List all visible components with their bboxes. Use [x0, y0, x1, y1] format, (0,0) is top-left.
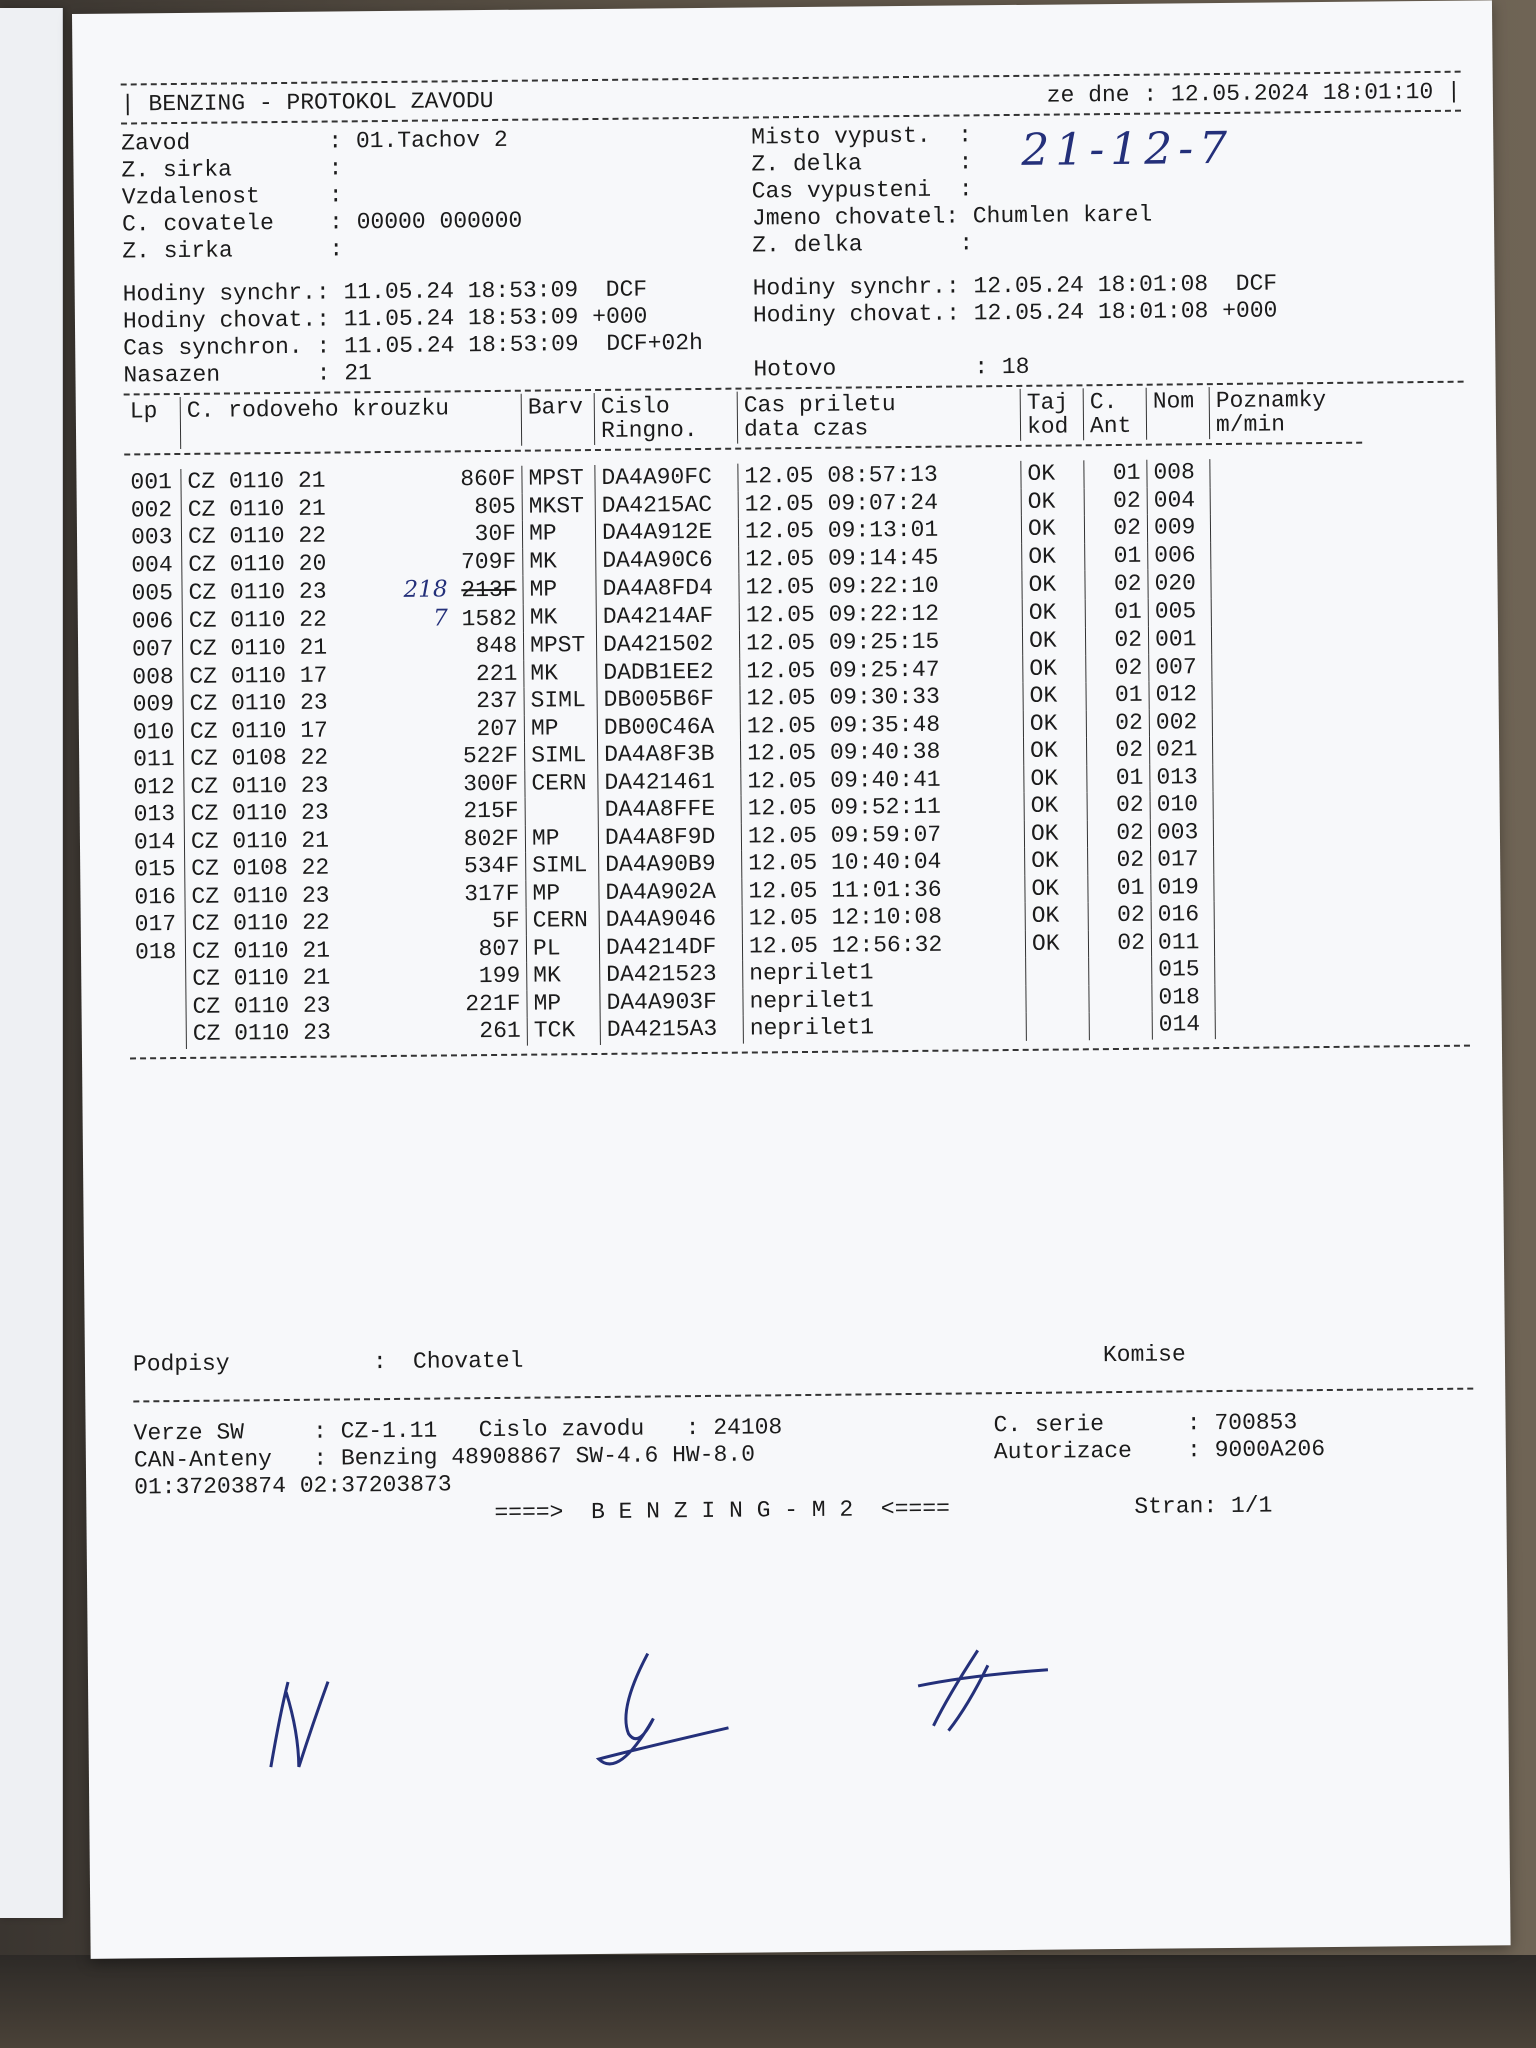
signatures	[72, 0, 1492, 14]
date-block: ze dne : 12.05.2024 18:01:10 |	[1046, 78, 1461, 109]
cell-ring-number: 522F	[462, 742, 519, 770]
left-meta-key: Z. sirka	[122, 236, 330, 265]
col-pozn: Poznamky m/min	[1209, 386, 1362, 439]
cell-arrival: 12.05 10:40:04	[742, 848, 1025, 878]
cell-color: SIML	[524, 687, 597, 715]
cell-color: MP	[524, 714, 597, 742]
cell-antenna: 02	[1085, 627, 1148, 655]
signature-breeder	[258, 1671, 369, 1782]
cell-ring-number: 805	[474, 493, 516, 520]
cell-code	[1026, 957, 1089, 985]
sw-version: Verze SW : CZ-1.11 Cislo zavodu : 24108	[133, 1413, 783, 1446]
cell-code: OK	[1024, 765, 1087, 793]
brand-line: ====> B E N Z I N G - M 2 <====	[494, 1495, 950, 1526]
cell-notes	[1210, 513, 1363, 542]
pen-correction: 218	[403, 576, 448, 603]
clock-sync-block	[123, 269, 1464, 390]
cell-lp: 017	[134, 911, 177, 938]
signature-commission-1	[578, 1647, 769, 1779]
cell-chip: DA4A9046	[599, 906, 742, 935]
cell-nom: 017	[1151, 846, 1214, 874]
cell-lp: 009	[132, 691, 175, 718]
pen-mark: 7	[433, 604, 448, 632]
cell-notes	[1213, 762, 1366, 791]
page-number: Stran: 1/1	[1134, 1492, 1273, 1520]
right-meta-key: Z. delka	[752, 230, 960, 259]
cell-color: MK	[523, 603, 596, 632]
cell-color: MPST	[522, 465, 595, 493]
cell-ring-number: 534F	[463, 852, 520, 880]
cell-lp: 016	[134, 883, 177, 910]
cell-nom: 018	[1152, 984, 1215, 1012]
cell-lp: 012	[133, 773, 175, 800]
cell-arrival: 12.05 09:30:33	[740, 683, 1023, 713]
cell-chip: DA4A8F9D	[598, 823, 741, 852]
cell-color: MP	[526, 879, 599, 907]
right-meta-key: Z. delka	[751, 149, 959, 178]
cell-notes	[1214, 845, 1367, 874]
cell-ring: CZ 0110 22	[181, 522, 367, 551]
right-meta-value: :	[958, 176, 973, 203]
cell-ring: CZ 0110 21	[185, 937, 371, 966]
cell-ring: CZ 0110 20	[182, 550, 368, 579]
cell-ring-number: 5F	[491, 907, 520, 935]
footer-rule	[133, 1387, 1473, 1402]
cell-chip: DA4A912E	[595, 519, 738, 548]
cell-antenna	[1089, 1012, 1152, 1040]
sync-left-1: Hodiny synchr.: 11.05.24 18:53:09 DCF	[122, 276, 648, 308]
cell-ring: CZ 0110 23	[186, 992, 372, 1021]
cell-ring-number: 261	[479, 1017, 521, 1045]
cell-code: OK	[1023, 682, 1086, 710]
cell-color: MK	[527, 962, 600, 990]
cell-lp: 008	[132, 663, 174, 690]
cell-code: OK	[1021, 488, 1084, 516]
col-ant: C. Ant	[1083, 388, 1146, 441]
cell-arrival: 12.05 09:13:01	[738, 516, 1021, 546]
cell-code: OK	[1022, 543, 1085, 571]
cell-color: SIML	[525, 742, 598, 770]
cell-antenna: 01	[1084, 460, 1147, 488]
cell-code: OK	[1023, 737, 1086, 765]
adjacent-page-edge	[0, 8, 63, 1918]
cell-ring: CZ 0110 23	[185, 882, 371, 911]
left-meta-value: :	[328, 182, 343, 209]
cell-lp: 002	[130, 496, 173, 523]
cell-nom: 013	[1150, 764, 1213, 792]
sync-right-2: Hodiny chovat.: 12.05.24 18:01:08 +000	[752, 297, 1278, 329]
cell-ring-number: 30F	[474, 520, 517, 548]
cell-notes	[1212, 680, 1365, 709]
cell-arrival: 12.05 09:25:15	[739, 628, 1022, 658]
left-meta-value: : 01.Tachov 2	[328, 126, 508, 155]
cell-nom: 006	[1148, 542, 1211, 570]
cell-ring-number: 300F	[463, 770, 519, 797]
sync-left-3: Cas synchron. : 11.05.24 18:53:09 DCF+02h	[123, 329, 704, 362]
right-meta-value: : Chumlen karel	[945, 201, 1153, 230]
cell-lp: 013	[133, 801, 176, 828]
cell-color: MPST	[523, 632, 596, 660]
cell-nom: 005	[1148, 598, 1211, 627]
cell-code: OK	[1023, 710, 1086, 738]
cell-ring: CZ 0110 23	[186, 1019, 372, 1048]
cell-code: OK	[1022, 599, 1085, 628]
cell-arrival: 12.05 11:01:36	[742, 875, 1025, 905]
left-meta-row	[122, 232, 752, 265]
cell-lp	[129, 966, 186, 994]
cell-arrival: 12.05 12:56:32	[742, 930, 1025, 960]
cell-code: OK	[1022, 570, 1085, 599]
cell-ring: CZ 0110 21	[182, 634, 368, 663]
cell-antenna: 02	[1086, 709, 1149, 737]
cell-nom: 002	[1149, 709, 1212, 737]
cell-lp: 005	[131, 579, 174, 606]
cell-color: MP	[525, 824, 598, 852]
cell-nom: 016	[1151, 901, 1214, 929]
cell-arrival: 12.05 12:10:08	[742, 903, 1025, 933]
cell-nom: 011	[1151, 929, 1214, 957]
race-meta	[121, 118, 1462, 266]
cell-code: OK	[1022, 627, 1085, 655]
authorization: Autorizace : 9000A206	[993, 1435, 1326, 1465]
cell-nom: 008	[1147, 459, 1210, 487]
cell-antenna: 02	[1088, 847, 1151, 875]
cell-lp: 001	[130, 469, 173, 496]
cell-nom: 014	[1152, 1011, 1215, 1039]
cell-notes	[1210, 485, 1363, 514]
cell-chip: DA4A8F3B	[598, 741, 741, 770]
cell-antenna: 02	[1087, 819, 1150, 847]
cell-ring-number: 860F	[460, 465, 516, 493]
cell-nom: 004	[1147, 487, 1210, 515]
cell-code: OK	[1024, 820, 1087, 848]
cell-ring: CZ 0110 23	[184, 799, 370, 828]
cell-arrival: 12.05 09:07:24	[738, 488, 1021, 518]
results-table	[124, 386, 1368, 1049]
cell-arrival: 12.05 09:25:47	[740, 655, 1023, 685]
cell-chip: DA4A90C6	[596, 546, 739, 575]
cell-chip: DA4A903F	[600, 988, 743, 1017]
cell-antenna: 01	[1087, 764, 1150, 792]
cell-chip: DA421502	[596, 631, 739, 660]
cell-lp: 004	[131, 551, 173, 578]
cell-notes	[1213, 790, 1366, 819]
cell-antenna: 01	[1088, 874, 1151, 902]
col-lp: Lp	[129, 398, 158, 425]
cell-chip: DB00C46A	[597, 713, 740, 742]
cell-code: OK	[1023, 655, 1086, 683]
sync-right-4: Hotovo : 18	[753, 353, 1030, 383]
cell-antenna: 02	[1086, 654, 1149, 682]
cell-color: MP	[527, 989, 600, 1017]
cell-notes	[1211, 540, 1364, 569]
cell-chip: DA4214AF	[596, 602, 739, 632]
cell-nom: 003	[1150, 819, 1213, 847]
cell-antenna: 02	[1088, 902, 1151, 930]
cell-arrival: 12.05 08:57:13	[738, 461, 1021, 491]
cell-arrival: neprilet1	[743, 1013, 1026, 1043]
left-meta-key: C. covatele	[121, 209, 330, 238]
cell-arrival: 12.05 09:22:10	[739, 571, 1022, 602]
cell-ring: CZ 0110 22	[182, 606, 368, 636]
cell-chip: DA4A8FFE	[598, 796, 741, 825]
cell-chip: DA4215AC	[595, 491, 738, 520]
antenna-ids: 01:37203874 02:37203873	[134, 1470, 452, 1500]
cell-notes	[1210, 458, 1363, 487]
cell-color: MK	[523, 547, 596, 575]
cell-color: PL	[526, 934, 599, 962]
struck-ring-number: 213F	[461, 576, 517, 604]
cell-ring-number: 221F	[465, 990, 521, 1017]
sync-right-1: Hodiny synchr.: 12.05.24 18:01:08 DCF	[752, 270, 1278, 302]
cell-ring-number: 199	[478, 962, 521, 990]
cell-notes	[1214, 872, 1367, 901]
cell-ring-number: 7 1582	[433, 604, 517, 632]
cell-ring: CZ 0110 17	[183, 662, 369, 691]
cell-ring: CZ 0110 23	[182, 577, 368, 607]
cell-color: MP	[523, 575, 596, 604]
cell-notes	[1212, 707, 1365, 736]
cell-lp	[130, 1021, 187, 1049]
antennas: CAN-Anteny : Benzing 48908867 SW-4.6 HW-8.0	[133, 1441, 756, 1473]
cell-color: SIML	[526, 852, 599, 880]
cell-ring-number: 802F	[463, 825, 520, 852]
cell-nom: 015	[1152, 956, 1215, 984]
cell-antenna: 02	[1084, 515, 1147, 543]
col-cislo: Cislo Ringno.	[594, 392, 737, 445]
cell-code: OK	[1021, 515, 1084, 543]
left-meta-key: Vzdalenost	[121, 182, 329, 211]
cell-color: TCK	[527, 1017, 600, 1045]
cell-notes	[1215, 955, 1368, 984]
cell-chip: DA4A90FC	[595, 464, 738, 493]
cell-chip: DA4214DF	[599, 933, 742, 962]
cell-color: MK	[524, 659, 597, 687]
left-meta-key: Z. sirka	[121, 155, 329, 184]
signatures-row: Podpisy : Chovatel Komise	[132, 1340, 1186, 1377]
cell-color: MP	[522, 520, 595, 548]
cell-lp: 007	[131, 636, 174, 663]
cell-code: OK	[1024, 792, 1087, 820]
print-date: 12.05.2024 18:01:10 |	[1170, 78, 1461, 108]
cell-notes	[1211, 568, 1364, 598]
cell-notes	[1214, 900, 1367, 929]
cell-antenna	[1089, 984, 1152, 1012]
left-meta-value: :	[328, 155, 343, 182]
cell-ring-number: 237	[476, 687, 518, 715]
cell-color	[525, 797, 598, 825]
cell-nom: 010	[1150, 791, 1213, 819]
cell-ring-number: 848	[475, 632, 518, 660]
cell-chip: DA421523	[600, 961, 743, 990]
cell-nom: 012	[1149, 681, 1212, 709]
cell-arrival: 12.05 09:40:41	[741, 765, 1024, 795]
right-meta-value: :	[959, 230, 974, 257]
cell-ring: CZ 0108 22	[185, 854, 371, 883]
right-meta-value: :	[958, 122, 973, 149]
cell-code: OK	[1025, 847, 1088, 875]
cell-antenna: 02	[1087, 792, 1150, 820]
cell-code: OK	[1025, 902, 1088, 930]
protocol-sheet	[72, 0, 1511, 1959]
signatures-label: Podpisy	[132, 1350, 230, 1377]
cell-notes	[1211, 625, 1364, 654]
right-meta-key: Cas vypusteni	[751, 176, 959, 205]
sync-left-4: Nasazen : 21	[123, 360, 373, 389]
cell-ring: CZ 0110 21	[184, 827, 370, 856]
cell-antenna: 02	[1086, 737, 1149, 765]
cell-color: CERN	[526, 907, 599, 935]
cell-ring: CZ 0110 21	[186, 964, 372, 993]
cell-ring-number	[368, 576, 523, 606]
cell-chip: DA421461	[598, 768, 741, 797]
results-body	[124, 458, 1368, 1049]
cell-nom: 021	[1149, 736, 1212, 764]
cell-nom: 007	[1149, 654, 1212, 682]
cell-ring: CZ 0110 17	[183, 717, 369, 746]
cell-ring: CZ 0110 23	[183, 689, 369, 718]
sync-left-2: Hodiny chovat.: 11.05.24 18:53:09 +000	[122, 303, 648, 335]
cell-color: CERN	[525, 769, 598, 797]
col-ring: C. rodoveho krouzku	[180, 394, 521, 449]
cell-arrival: 12.05 09:22:12	[739, 599, 1022, 630]
cell-nom: 020	[1148, 569, 1211, 598]
cell-arrival: neprilet1	[743, 985, 1026, 1015]
cell-chip: DA4215A3	[600, 1016, 743, 1045]
cell-code	[1026, 985, 1089, 1013]
cell-nom: 001	[1148, 626, 1211, 654]
footer	[133, 1407, 1474, 1530]
cell-antenna: 01	[1085, 542, 1148, 570]
cell-nom: 019	[1151, 874, 1214, 902]
cell-chip: DA4A8FD4	[596, 574, 739, 604]
cell-antenna: 02	[1088, 929, 1151, 957]
cell-code	[1026, 1012, 1089, 1040]
cell-color: MKST	[522, 493, 595, 521]
cell-ring-number: 215F	[463, 797, 519, 825]
cell-code: OK	[1025, 875, 1088, 903]
col-cas: Cas priletu data czas	[737, 389, 1020, 444]
left-meta-value: : 00000 000000	[328, 207, 523, 236]
header	[121, 73, 1461, 123]
cell-ring: CZ 0110 21	[181, 467, 367, 496]
cell-lp: 015	[134, 856, 176, 883]
cell-notes	[1213, 817, 1366, 846]
cell-chip: DA4A90B9	[599, 851, 742, 880]
serial-number: C. serie : 700853	[993, 1408, 1298, 1438]
right-meta-row	[752, 226, 1382, 259]
cell-ring: CZ 0110 23	[184, 772, 370, 801]
cell-lp: 010	[132, 718, 175, 745]
cell-code: OK	[1021, 460, 1084, 488]
col-barv: Barv	[521, 393, 594, 446]
document-title: | BENZING - PROTOKOL ZAVODU	[120, 87, 494, 118]
cell-chip: DADB1EE2	[597, 658, 740, 687]
race-meta-left	[121, 124, 752, 265]
cell-lp: 014	[133, 828, 176, 855]
cell-notes	[1212, 652, 1365, 681]
cell-chip: DA4A902A	[599, 878, 742, 907]
cell-code: OK	[1025, 930, 1088, 958]
cell-ring: CZ 0110 21	[181, 495, 367, 524]
left-meta-key: Zavod	[121, 128, 329, 157]
cell-notes	[1215, 982, 1368, 1011]
right-meta-key: Jmeno chovatel	[751, 203, 946, 232]
cell-arrival: neprilet1	[743, 958, 1026, 988]
cell-arrival: 12.05 09:52:11	[741, 793, 1024, 823]
cell-antenna: 01	[1086, 682, 1149, 710]
cell-lp: 011	[133, 746, 175, 773]
cell-arrival: 12.05 09:14:45	[739, 543, 1022, 573]
cell-notes	[1212, 735, 1365, 764]
cell-arrival: 12.05 09:59:07	[741, 820, 1024, 850]
cell-ring-number: 317F	[464, 880, 520, 907]
cell-antenna	[1089, 957, 1152, 985]
right-meta-value: :	[958, 149, 973, 176]
cell-lp: 003	[130, 524, 173, 551]
cell-ring: CZ 0110 22	[185, 909, 371, 938]
cell-notes	[1215, 1010, 1368, 1039]
cell-antenna: 01	[1085, 598, 1148, 627]
signature-commission-2	[908, 1645, 1069, 1737]
col-taj: Taj kod	[1020, 388, 1083, 441]
left-meta-value: :	[329, 236, 344, 263]
right-meta-key: Misto vypust.	[751, 122, 959, 151]
cell-antenna: 02	[1084, 487, 1147, 515]
cell-ring: CZ 0108 22	[184, 744, 370, 773]
cell-antenna: 02	[1085, 570, 1148, 599]
cell-notes	[1214, 927, 1367, 956]
cell-ring-number: 807	[478, 935, 521, 962]
cell-lp: 018	[134, 938, 177, 965]
cell-chip: DB005B6F	[597, 686, 740, 715]
cell-notes	[1211, 596, 1364, 626]
cell-ring-number: 709F	[460, 548, 517, 575]
cell-lp: 006	[131, 608, 174, 635]
cell-arrival: 12.05 09:40:38	[741, 738, 1024, 768]
commission-label: Komise	[1102, 1340, 1186, 1368]
breeder-label: Chovatel	[412, 1347, 524, 1375]
cell-arrival: 12.05 09:35:48	[740, 710, 1023, 740]
cell-ring-number: 221	[475, 660, 518, 687]
cell-nom: 009	[1147, 514, 1210, 542]
cell-ring-number: 207	[476, 715, 519, 742]
col-nom: Nom	[1146, 387, 1209, 440]
table-surface	[0, 1955, 1536, 2048]
handwritten-date: 21-12-7	[1021, 122, 1234, 176]
cell-lp	[129, 993, 186, 1021]
